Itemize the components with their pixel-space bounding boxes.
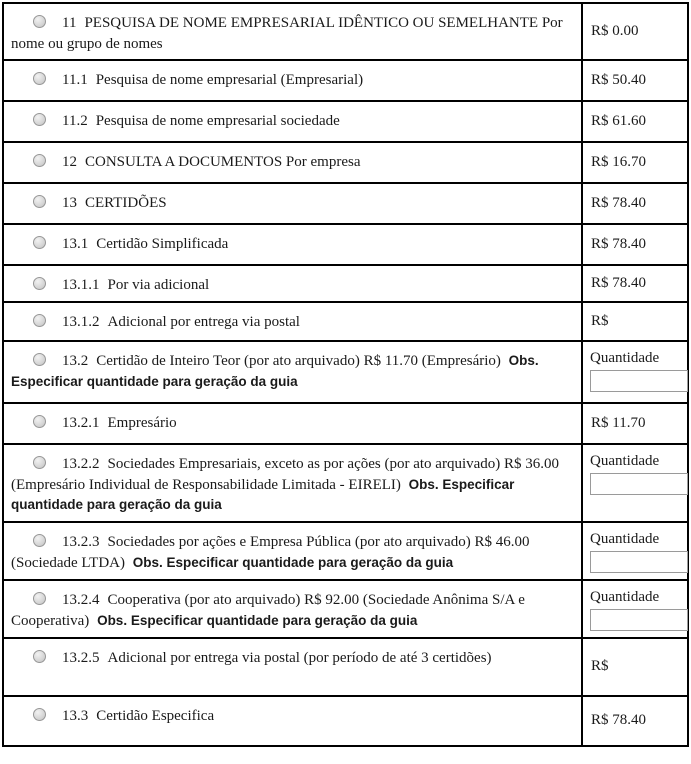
fee-table xyxy=(2,2,689,747)
item-obs-note: Obs. Especificar quantidade para geração da guia xyxy=(132,554,454,570)
radio-button[interactable] xyxy=(33,314,46,327)
item-number: 13.2.2 xyxy=(62,456,100,473)
service-label-cell xyxy=(4,4,581,59)
radio-button[interactable] xyxy=(33,236,46,249)
item-description: PESQUISA DE NOME EMPRESARIAL IDÊNTICO OU SEMELHANTE Por nome ou grupo de nomes xyxy=(11,15,563,52)
price-cell xyxy=(581,639,687,695)
item-description: Adicional por entrega via postal (por período de até 3 certidões) xyxy=(107,649,492,666)
table-row xyxy=(4,4,687,61)
item-description: Certidão Especifica xyxy=(96,707,215,724)
item-description: Sociedades por ações e Empresa Pública (por ato arquivado) R$ 46.00 (Sociedade LTDA) xyxy=(11,534,530,571)
price-value: R$ xyxy=(591,658,609,674)
price-value: R$ xyxy=(591,313,609,330)
service-label-cell xyxy=(4,445,581,521)
item-number: 11 xyxy=(62,15,77,31)
radio-button[interactable] xyxy=(33,534,46,547)
radio-button[interactable] xyxy=(33,154,46,167)
item-description: Cooperativa (por ato arquivado) R$ 92.00 (Sociedade Anônima S/A e Cooperativa) xyxy=(11,592,525,629)
quantity-input[interactable] xyxy=(590,551,688,573)
price-value: R$ 78.40 xyxy=(591,275,647,292)
item-description: Certidão Simplificada xyxy=(96,236,229,253)
price-cell xyxy=(581,581,687,636)
radio-button[interactable] xyxy=(33,113,46,126)
service-label-cell xyxy=(4,404,581,443)
quantity-input[interactable] xyxy=(590,473,688,495)
radio-button[interactable] xyxy=(33,15,46,28)
service-label-cell xyxy=(4,697,581,745)
quantity-input[interactable] xyxy=(590,609,688,631)
table-row xyxy=(4,639,687,697)
item-number: 13.1.2 xyxy=(62,314,100,331)
price-value: R$ 78.40 xyxy=(591,236,647,253)
table-row xyxy=(4,61,687,102)
price-cell xyxy=(581,342,687,402)
item-number: 11.2 xyxy=(62,113,88,130)
service-label-cell xyxy=(4,581,581,636)
item-description: CERTIDÕES xyxy=(85,195,167,212)
item-number: 13.2.4 xyxy=(62,592,100,609)
price-value: R$ 61.60 xyxy=(591,113,647,130)
item-description: Por via adicional xyxy=(107,277,210,294)
item-number: 13.2.5 xyxy=(62,649,100,666)
item-description: Pesquisa de nome empresarial (Empresarial) xyxy=(95,72,364,89)
price-value: R$ 11.70 xyxy=(591,415,646,432)
radio-button[interactable] xyxy=(33,277,46,290)
service-label-cell xyxy=(4,266,581,301)
item-number: 13.3 xyxy=(62,707,89,724)
radio-button[interactable] xyxy=(33,72,46,85)
radio-button[interactable] xyxy=(33,195,46,208)
item-obs-note: Obs. Especificar quantidade para geração da guia xyxy=(11,353,539,389)
price-cell xyxy=(581,266,687,301)
quantity-label: Quantidade xyxy=(590,589,660,606)
item-description: CONSULTA A DOCUMENTOS Por empresa xyxy=(85,154,361,171)
item-number: 13.2.1 xyxy=(62,415,100,432)
price-value: R$ 78.40 xyxy=(591,712,647,728)
price-cell xyxy=(581,61,687,100)
item-number: 13.2.3 xyxy=(62,534,100,551)
item-obs-note: Obs. Especificar quantidade para geração da guia xyxy=(97,612,418,628)
service-label-cell xyxy=(4,225,581,264)
service-label-cell xyxy=(4,143,581,182)
quantity-label: Quantidade xyxy=(590,350,660,367)
price-cell xyxy=(581,697,687,745)
item-description: Adicional por entrega via postal xyxy=(107,314,300,331)
service-label-cell xyxy=(4,639,581,695)
price-value: R$ 78.40 xyxy=(591,195,647,212)
price-cell xyxy=(581,225,687,264)
price-value: R$ 0.00 xyxy=(591,23,639,40)
item-number: 12 xyxy=(62,154,77,171)
quantity-input[interactable] xyxy=(590,370,688,392)
item-number: 13.1 xyxy=(62,236,89,253)
service-label-cell xyxy=(4,523,581,579)
item-description: Sociedades Empresariais, exceto as por ações (por ato arquivado) R$ 36.00 (Empresário Individual de Responsabilidade Limitada - EIRELI) xyxy=(11,456,560,493)
table-row xyxy=(4,184,687,225)
table-row xyxy=(4,342,687,404)
service-label-cell xyxy=(4,303,581,340)
price-cell xyxy=(581,523,687,579)
table-row xyxy=(4,102,687,143)
price-cell xyxy=(581,143,687,182)
table-row xyxy=(4,581,687,638)
radio-button[interactable] xyxy=(33,592,46,605)
item-obs-note: Obs. Especificar quantidade para geração da guia xyxy=(11,476,515,513)
table-row xyxy=(4,225,687,266)
table-row xyxy=(4,697,687,745)
item-description: Empresário xyxy=(107,415,177,432)
radio-button[interactable] xyxy=(33,708,46,721)
radio-button[interactable] xyxy=(33,650,46,663)
item-number: 13.1.1 xyxy=(62,277,100,294)
table-row xyxy=(4,404,687,445)
price-value: R$ 16.70 xyxy=(591,154,647,171)
price-cell xyxy=(581,4,687,59)
quantity-label: Quantidade xyxy=(590,453,660,470)
table-row xyxy=(4,143,687,184)
quantity-label: Quantidade xyxy=(590,531,660,548)
item-number: 11.1 xyxy=(62,72,88,89)
service-label-cell xyxy=(4,61,581,100)
price-cell xyxy=(581,445,687,521)
service-label-cell xyxy=(4,102,581,141)
table-row xyxy=(4,303,687,342)
radio-button[interactable] xyxy=(33,415,46,428)
service-label-cell xyxy=(4,184,581,223)
item-number: 13.2 xyxy=(62,353,89,370)
radio-button[interactable] xyxy=(33,353,46,366)
price-value: R$ 50.40 xyxy=(591,72,647,89)
item-description: Pesquisa de nome empresarial sociedade xyxy=(95,113,340,130)
item-description: Certidão de Inteiro Teor (por ato arquivado) R$ 11.70 (Empresário) xyxy=(96,353,505,370)
price-cell xyxy=(581,184,687,223)
price-cell xyxy=(581,102,687,141)
item-number: 13 xyxy=(62,195,77,212)
price-cell xyxy=(581,303,687,340)
service-label-cell xyxy=(4,342,581,402)
table-row xyxy=(4,266,687,303)
table-row xyxy=(4,523,687,581)
price-cell xyxy=(581,404,687,443)
radio-button[interactable] xyxy=(33,456,46,469)
table-row xyxy=(4,445,687,523)
